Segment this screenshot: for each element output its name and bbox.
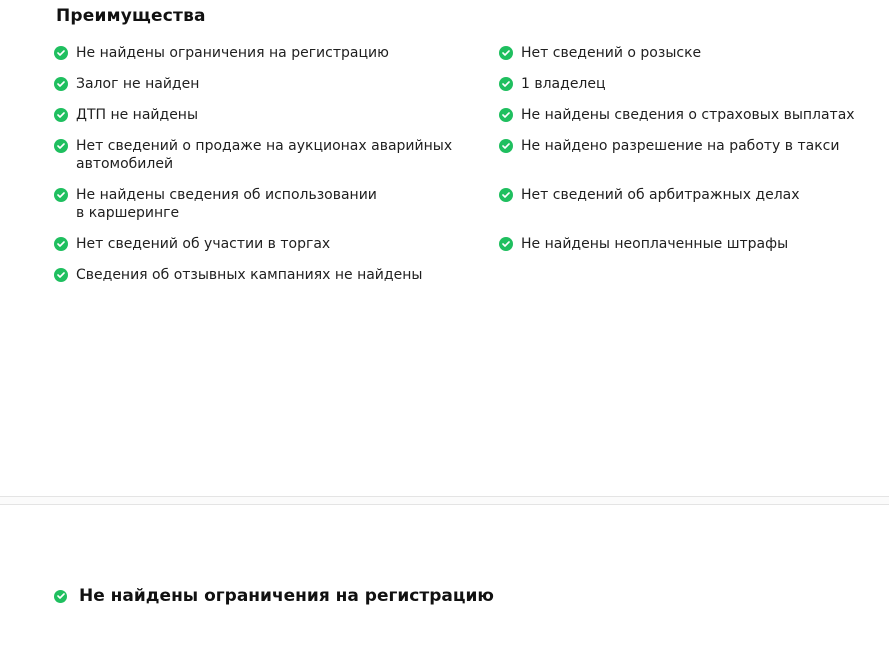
advantage-text (76, 186, 377, 222)
advantages-list-left (54, 44, 484, 297)
check-circle-icon (54, 188, 68, 202)
check-circle-icon (54, 139, 68, 153)
advantage-line: автомобилей (76, 156, 174, 172)
advantage-line: 1 владелец (521, 76, 606, 92)
check-circle-icon (54, 108, 68, 122)
advantage-text (521, 44, 701, 62)
advantage-line: Нет сведений об участии в торгах (76, 236, 331, 252)
advantage-line: Нет сведений об арбитражных делах (521, 187, 800, 203)
check-circle-icon (499, 188, 513, 202)
advantage-line: Не найдено разрешение на работу в такси (521, 138, 840, 154)
advantage-item (499, 44, 889, 62)
advantage-line: Сведения об отзывных кампаниях не найдены (76, 267, 423, 283)
advantage-text (521, 75, 606, 93)
advantage-item (499, 75, 889, 93)
advantage-item (54, 186, 484, 222)
advantage-line: в каршеринге (76, 205, 180, 221)
check-circle-icon (499, 46, 513, 60)
detail-heading-text: Не найдены ограничения на регистрацию (79, 586, 494, 606)
advantage-item (54, 266, 484, 284)
advantage-text (76, 266, 422, 284)
advantage-line: Нет сведений о продаже на аукционах аварийных (76, 138, 453, 154)
check-circle-icon (499, 139, 513, 153)
advantage-text (521, 137, 839, 173)
advantage-line: Не найдены неоплаченные штрафы (521, 236, 789, 252)
advantage-item (54, 106, 484, 124)
advantage-line: Нет сведений о розыске (521, 45, 702, 61)
check-circle-icon (54, 590, 67, 603)
check-circle-icon (54, 46, 68, 60)
advantage-line: Не найдены сведения об использовании (76, 187, 377, 203)
advantage-item (499, 186, 889, 222)
advantage-text (521, 235, 788, 253)
advantage-item (499, 137, 889, 173)
advantage-text (76, 44, 389, 62)
advantage-line: Залог не найден (76, 76, 200, 92)
advantage-item (54, 137, 484, 173)
advantage-line: Не найдены сведения о страховых выплатах (521, 107, 855, 123)
section-divider (0, 496, 889, 505)
advantage-line-spacer (521, 155, 839, 173)
section-title: Преимущества (56, 6, 206, 26)
check-circle-icon (54, 237, 68, 251)
check-circle-icon (499, 77, 513, 91)
advantage-text (76, 235, 330, 253)
advantage-item (499, 106, 889, 124)
check-circle-icon (54, 77, 68, 91)
check-circle-icon (54, 268, 68, 282)
advantage-text (76, 137, 452, 173)
advantage-text (521, 106, 855, 124)
advantage-line-spacer (521, 204, 800, 222)
advantage-text (76, 75, 199, 93)
advantage-item (54, 44, 484, 62)
advantage-text (76, 106, 198, 124)
advantage-item (54, 235, 484, 253)
advantage-item (54, 75, 484, 93)
advantage-text (521, 186, 800, 222)
advantage-line: ДТП не найдены (76, 107, 199, 123)
advantage-item (499, 235, 889, 253)
check-circle-icon (499, 237, 513, 251)
advantages-list-right (499, 44, 889, 266)
advantage-line: Не найдены ограничения на регистрацию (76, 45, 389, 61)
check-circle-icon (499, 108, 513, 122)
detail-heading (54, 586, 494, 606)
